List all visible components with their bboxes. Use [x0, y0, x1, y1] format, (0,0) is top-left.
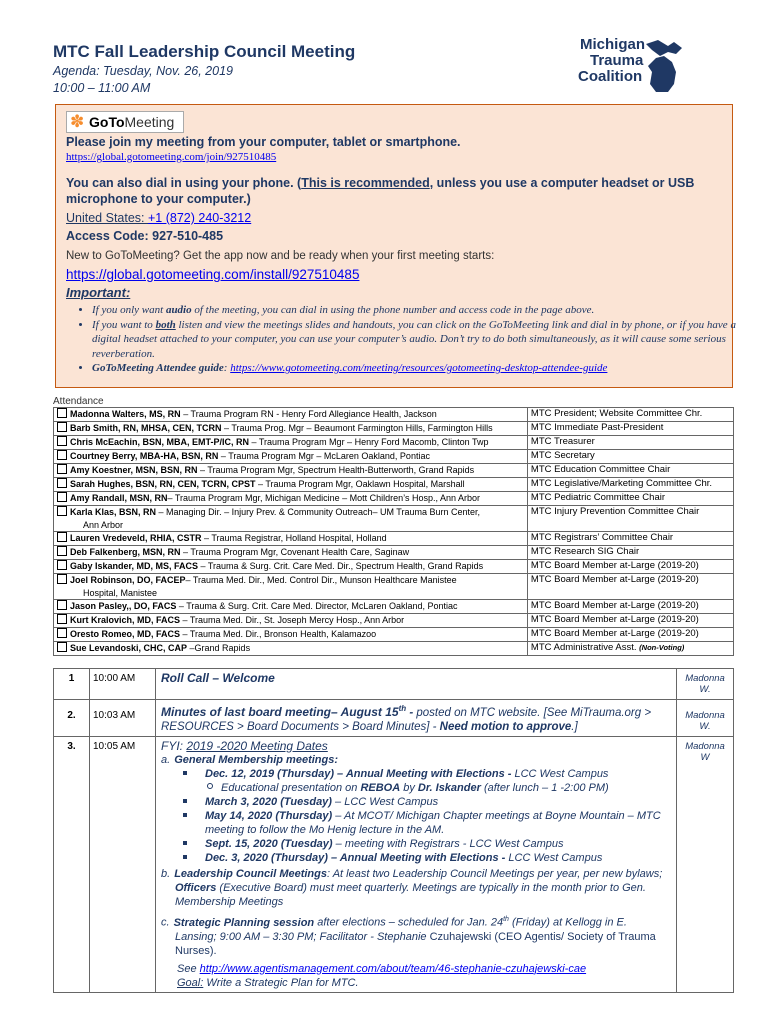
- install-link[interactable]: https://global.gotomeeting.com/install/927510485: [66, 267, 360, 282]
- attendee-cell: Karla Klas, BSN, RN – Managing Dir. – Injury Prev. & Community Outreach– UM Trauma Burn Center, Ann Arbor: [54, 506, 528, 532]
- attendance-checkbox[interactable]: [57, 450, 67, 460]
- item-presenter: Madonna W.: [677, 669, 734, 700]
- attendee-cell: Sue Levandoski, CHC, CAP –Grand Rapids: [54, 642, 528, 656]
- attendee-cell: Oresto Romeo, MD, FACS – Trauma Med. Dir., Bronson Health, Kalamazoo: [54, 628, 528, 642]
- dial-text: You can also dial in using your phone. (This is recommended, unless you use a computer headset or USB microphone to your computer.): [66, 176, 695, 206]
- access-code: Access Code: 927-510-485: [66, 229, 224, 243]
- table-row: [54, 478, 734, 492]
- attendance-table: [53, 407, 734, 656]
- agenda-row-1: [54, 669, 734, 700]
- page-title: MTC Fall Leadership Council Meeting: [53, 42, 356, 61]
- attendance-checkbox[interactable]: [57, 642, 67, 652]
- logo-text-trauma: Trauma: [590, 52, 644, 69]
- mtc-logo: [576, 36, 691, 96]
- table-row: [54, 408, 734, 422]
- agenda-table: [53, 668, 734, 993]
- role-cell: MTC Board Member at-Large (2019-20): [527, 614, 733, 628]
- table-row: [54, 492, 734, 506]
- attendee-cell: Lauren Vredeveld, RHIA, CSTR – Trauma Registrar, Holland Hospital, Holland: [54, 532, 528, 546]
- table-row: [54, 560, 734, 574]
- attendee-cell: Joel Robinson, DO, FACEP– Trauma Med. Dir., Med. Control Dir., Munson Healthcare Manistee Hospital, Manistee: [54, 574, 528, 600]
- join-text: Please join my meeting from your computer, tablet or smartphone.: [66, 135, 461, 149]
- role-cell: MTC Registrars’ Committee Chair: [527, 532, 733, 546]
- table-row: [54, 614, 734, 628]
- role-cell: MTC Board Member at-Large (2019-20): [527, 628, 733, 642]
- attendee-guide-link[interactable]: https://www.gotomeeting.com/meeting/resources/gotomeeting-desktop-attendee-guide: [230, 362, 608, 374]
- attendee-cell: Barb Smith, RN, MHSA, CEN, TCRN – Trauma Prog. Mgr – Beaumont Farmington Hills, Farmington Hills: [54, 422, 528, 436]
- agenda-row-3: [54, 737, 734, 993]
- role-cell: MTC Board Member at-Large (2019-20): [527, 560, 733, 574]
- table-row: [54, 600, 734, 614]
- item-topic: Minutes of last board meeting– August 15th - posted on MTC website. [See MiTrauma.org > RESOURCES > Board Documents > Board Minutes] - Need motion to approve.]: [156, 700, 677, 737]
- role-cell: MTC Secretary: [527, 450, 733, 464]
- attendee-cell: Courtney Berry, MBA-HA, BSN, RN – Trauma Program Mgr – McLaren Oakland, Pontiac: [54, 450, 528, 464]
- new-to-goto-text: New to GoToMeeting? Get the app now and be ready when your first meeting starts:: [66, 250, 495, 262]
- attendance-checkbox[interactable]: [57, 408, 67, 418]
- attendee-cell: Deb Falkenberg, MSN, RN – Trauma Program Mgr, Covenant Health Care, Saginaw: [54, 546, 528, 560]
- attendee-cell: Madonna Walters, MS, RN – Trauma Program RN - Henry Ford Allegiance Health, Jackson: [54, 408, 528, 422]
- attendee-cell: Gaby Iskander, MD, MS, FACS – Trauma & Surg. Crit. Care Med. Dir., Spectrum Health, Grand Rapids: [54, 560, 528, 574]
- item-number: 2.: [54, 700, 90, 737]
- attendee-cell: Kurt Kralovich, MD, FACS – Trauma Med. Dir., St. Joseph Mercy Hosp., Ann Arbor: [54, 614, 528, 628]
- role-cell: MTC Injury Prevention Committee Chair: [527, 506, 733, 532]
- table-row: [54, 628, 734, 642]
- attendance-checkbox[interactable]: [57, 600, 67, 610]
- attendance-label: Attendance: [53, 396, 104, 407]
- us-phone-link[interactable]: +1 (872) 240-3212: [148, 211, 252, 225]
- attendance-checkbox[interactable]: [57, 574, 67, 584]
- role-cell: MTC Research SIG Chair: [527, 546, 733, 560]
- important-heading: Important:: [66, 285, 131, 300]
- agenda-date: Agenda: Tuesday, Nov. 26, 2019: [53, 64, 233, 78]
- attendee-cell: Chris McEachin, BSN, MBA, EMT-P/IC, RN – Trauma Program Mgr – Henry Ford Macomb, Clinton Twp: [54, 436, 528, 450]
- role-cell: MTC Board Member at-Large (2019-20): [527, 600, 733, 614]
- important-list: [76, 303, 742, 376]
- agenda-row-2: [54, 700, 734, 737]
- item-topic: Roll Call – Welcome: [156, 669, 677, 700]
- logo-text-michigan: Michigan: [580, 36, 646, 53]
- agentis-link[interactable]: http://www.agentismanagement.com/about/team/46-stephanie-czuhajewski-cae: [199, 962, 587, 975]
- list-item: • If you only want audio of the meeting, you can dial in using the phone number and access code in the page above.: [92, 303, 742, 318]
- table-row: [54, 506, 734, 532]
- role-cell: MTC Pediatric Committee Chair: [527, 492, 733, 506]
- attendance-checkbox[interactable]: [57, 422, 67, 432]
- table-row: [54, 450, 734, 464]
- item-number: 3.: [54, 737, 90, 993]
- attendance-checkbox[interactable]: [57, 506, 67, 516]
- attendance-checkbox[interactable]: [57, 492, 67, 502]
- attendee-cell: Amy Koestner, MSN, BSN, RN – Trauma Program Mgr, Spectrum Health-Butterworth, Grand Rapids: [54, 464, 528, 478]
- table-row: [54, 422, 734, 436]
- role-cell: MTC Board Member at-Large (2019-20): [527, 574, 733, 600]
- item-number: 1: [54, 669, 90, 700]
- table-row: [54, 546, 734, 560]
- us-phone-line: United States: +1 (872) 240-3212: [66, 211, 252, 225]
- logo-text-coalition: Coalition: [578, 68, 643, 85]
- table-row: [54, 436, 734, 450]
- item-time: 10:05 AM: [90, 737, 156, 993]
- attendance-checkbox[interactable]: [57, 546, 67, 556]
- table-row: [54, 574, 734, 600]
- attendance-checkbox[interactable]: [57, 464, 67, 474]
- item-topic: FYI: 2019 -2020 Meeting Dates a. General Membership meetings: Dec. 12, 2019 (Thursday) – Annual Meeting with Elections - LCC West Campus Educational presentation on REBOA by Dr. Iskander (after lunch – 1 -2:00 PM) March 3, 2020 (Tuesday) – LCC West Campus May 14, 2020 (Thursday) – At MCOT/ Michigan Chapter meetings at Boyne Mountain – MTC meeting to follow the Mo Henig lecture in the AM. Sept. 15, 2020 (Tuesday) – meeting with Registrars - LCC West Campus Dec. 3, 2020 (Thursday) – Annual Meeting with Elections - LCC West Campus b. Leadership Council Meetings: At least two Leadership Council Meetings per year, per new bylaws; Officers (Executive Board) must meet quarterly. Meetings are typically in the month prior to Gen. Membership Meetings c. Strategic Planning session after elections – scheduled for Jan. 24th (Friday) at Kellogg in E. Lansing; 9:00 AM – 3:30 PM; Facilitator - Stephanie Czuhajewski (CEO Agentis/ Society of Trauma Nurses). See http://www.agentismanagement.com/about/team/46-stephanie-czuhajewski-cae Goal: Write a Strategic Plan for MTC.: [156, 737, 677, 993]
- table-row: [54, 532, 734, 546]
- join-link[interactable]: https://global.gotomeeting.com/join/927510485: [66, 151, 277, 163]
- gotomeeting-logo: ✽ GoToMeeting: [66, 111, 184, 133]
- role-cell: MTC Treasurer: [527, 436, 733, 450]
- role-cell: MTC President; Website Committee Chr.: [527, 408, 733, 422]
- attendance-checkbox[interactable]: [57, 628, 67, 638]
- attendance-checkbox[interactable]: [57, 436, 67, 446]
- role-cell: MTC Legislative/Marketing Committee Chr.: [527, 478, 733, 492]
- role-cell: MTC Administrative Asst. (Non-Voting): [527, 642, 733, 656]
- table-row: [54, 464, 734, 478]
- role-cell: MTC Education Committee Chair: [527, 464, 733, 478]
- item-time: 10:03 AM: [90, 700, 156, 737]
- agenda-time: 10:00 – 11:00 AM: [53, 81, 151, 95]
- attendance-checkbox[interactable]: [57, 478, 67, 488]
- attendee-cell: Amy Randall, MSN, RN– Trauma Program Mgr, Michigan Medicine – Mott Children’s Hosp., Ann Arbor: [54, 492, 528, 506]
- list-item: • If you want to both listen and view the meetings slides and handouts, you can click on the GoToMeeting link and dial in by phone, or if you have a digital headset attached to your computer, you can use your computer’s audio. Don’t try to do both simultaneously, as it will cause some serious reverberation.: [92, 318, 742, 362]
- attendee-cell: Sarah Hughes, BSN, RN, CEN, TCRN, CPST – Trauma Program Mgr, Oaklawn Hospital, Marshall: [54, 478, 528, 492]
- attendee-cell: Jason Pasley,, DO, FACS – Trauma & Surg. Crit. Care Med. Director, McLaren Oakland, Pontiac: [54, 600, 528, 614]
- table-row: [54, 642, 734, 656]
- gotomeeting-box: [55, 104, 736, 388]
- item-presenter: Madonna W.: [677, 700, 734, 737]
- item-time: 10:00 AM: [90, 669, 156, 700]
- item-presenter: Madonna W: [677, 737, 734, 993]
- gotomeeting-star-icon: ✽: [70, 112, 85, 131]
- attendance-checkbox[interactable]: [57, 532, 67, 542]
- list-item: • GoToMeeting Attendee guide: https://www.gotomeeting.com/meeting/resources/gotomeeting-desktop-attendee-guide: [92, 361, 742, 376]
- attendance-checkbox[interactable]: [57, 560, 67, 570]
- role-cell: MTC Immediate Past-President: [527, 422, 733, 436]
- attendance-checkbox[interactable]: [57, 614, 67, 624]
